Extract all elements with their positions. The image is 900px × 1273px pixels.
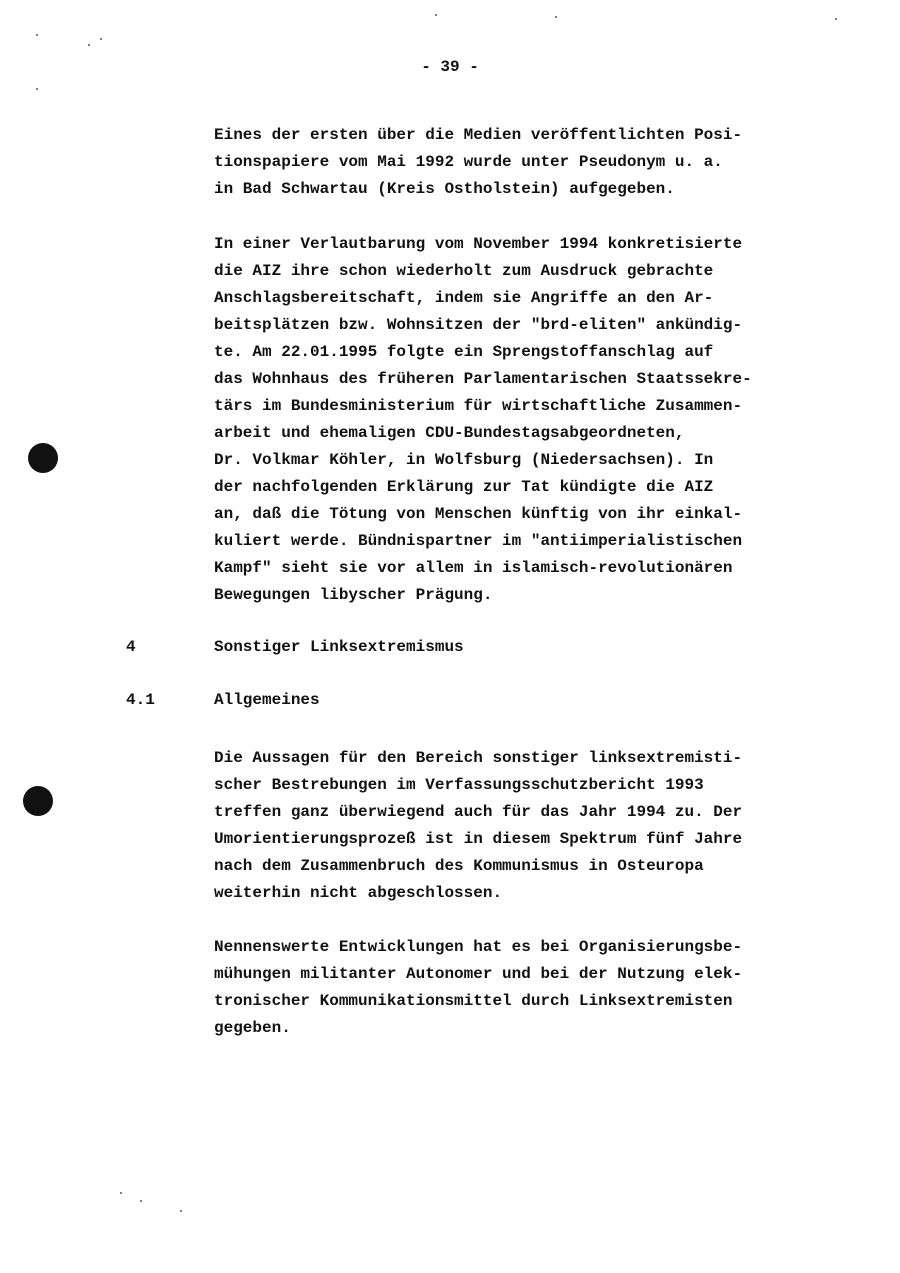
paragraph-line: Dr. Volkmar Köhler, in Wolfsburg (Niedersachsen). In (214, 451, 714, 469)
paragraph-line: an, daß die Tötung von Menschen künftig von ihr einkal- (214, 505, 743, 523)
paragraph-3 (214, 745, 742, 907)
scan-speck (36, 34, 38, 36)
punch-hole-top (28, 443, 58, 473)
scan-speck (36, 88, 38, 90)
paragraph-line: das Wohnhaus des früheren Parlamentarischen Staatssekre- (214, 370, 752, 388)
scan-speck (180, 1210, 182, 1212)
section-number-4-1: 4.1 (126, 691, 155, 709)
section-title-4: Sonstiger Linksextremismus (214, 638, 464, 656)
punch-hole-bottom (23, 786, 53, 816)
paragraph-line: nach dem Zusammenbruch des Kommunismus in Osteuropa (214, 857, 704, 875)
paragraph-line: kuliert werde. Bündnispartner im "antiimperialistischen (214, 532, 743, 550)
paragraph-line: der nachfolgenden Erklärung zur Tat kündigte die AIZ (214, 478, 714, 496)
section-number-4: 4 (126, 638, 136, 656)
paragraph-line: tionspapiere vom Mai 1992 wurde unter Pseudonym u. a. (214, 153, 723, 171)
paragraph-line: beitsplätzen bzw. Wohnsitzen der "brd-eliten" ankündig- (214, 316, 743, 334)
paragraph-line: Die Aussagen für den Bereich sonstiger linksextremisti- (214, 749, 743, 767)
page-number: - 39 - (421, 58, 479, 76)
paragraph-line: tronischer Kommunikationsmittel durch Linksextremisten (214, 992, 733, 1010)
scan-speck (100, 38, 102, 40)
paragraph-line: Anschlagsbereitschaft, indem sie Angriffe an den Ar- (214, 289, 714, 307)
paragraph-line: Nennenswerte Entwicklungen hat es bei Organisierungsbe- (214, 938, 743, 956)
paragraph-line: arbeit und ehemaligen CDU-Bundestagsabgeordneten, (214, 424, 685, 442)
scan-speck (835, 18, 837, 20)
paragraph-line: mühungen militanter Autonomer und bei der Nutzung elek- (214, 965, 743, 983)
paragraph-line: in Bad Schwartau (Kreis Ostholstein) aufgegeben. (214, 180, 675, 198)
scan-speck (435, 14, 437, 16)
paragraph-line: scher Bestrebungen im Verfassungsschutzbericht 1993 (214, 776, 704, 794)
paragraph-line: In einer Verlautbarung vom November 1994 konkretisierte (214, 235, 743, 253)
paragraph-line: tärs im Bundesministerium für wirtschaftliche Zusammen- (214, 397, 743, 415)
paragraph-line: te. Am 22.01.1995 folgte ein Sprengstoffanschlag auf (214, 343, 714, 361)
paragraph-line: weiterhin nicht abgeschlossen. (214, 884, 503, 902)
paragraph-line: die AIZ ihre schon wiederholt zum Ausdruck gebrachte (214, 262, 714, 280)
paragraph-line: Eines der ersten über die Medien veröffentlichten Posi- (214, 126, 743, 144)
scan-speck (555, 16, 557, 18)
paragraph-line: Kampf" sieht sie vor allem in islamisch-revolutionären (214, 559, 733, 577)
paragraph-4 (214, 934, 742, 1042)
paragraph-1 (214, 122, 742, 203)
scan-speck (88, 44, 90, 46)
section-title-4-1: Allgemeines (214, 691, 320, 709)
scan-speck (140, 1200, 142, 1202)
scan-speck (120, 1192, 122, 1194)
paragraph-2 (214, 231, 752, 609)
paragraph-line: treffen ganz überwiegend auch für das Jahr 1994 zu. Der (214, 803, 743, 821)
paragraph-line: gegeben. (214, 1019, 291, 1037)
paragraph-line: Umorientierungsprozeß ist in diesem Spektrum fünf Jahre (214, 830, 743, 848)
paragraph-line: Bewegungen libyscher Prägung. (214, 586, 493, 604)
